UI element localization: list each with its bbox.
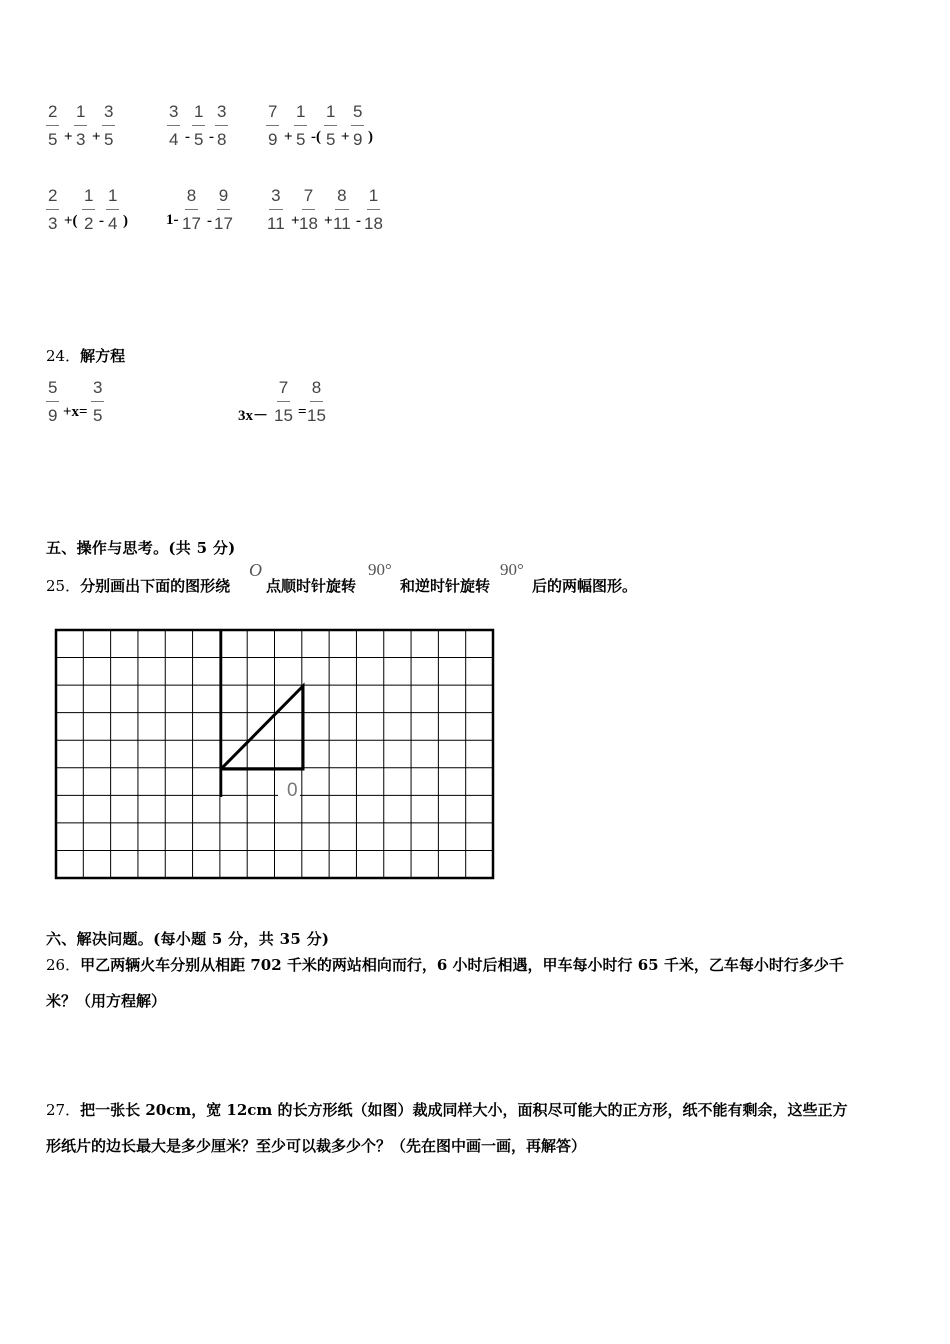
question-25: 25．分别画出下面的图形绕: [46, 577, 231, 595]
operator: +: [324, 213, 333, 229]
fraction: $\frac{1}{18}$: [364, 186, 383, 233]
angle-label-2: 90°: [500, 560, 524, 579]
fraction: $\frac{1}{3}$: [76, 102, 86, 149]
fraction: $\frac{2}{5}$: [48, 102, 58, 149]
operator: -: [207, 213, 212, 229]
fraction: $\frac{3}{11}$: [267, 186, 285, 233]
operator: +: [284, 129, 293, 145]
operator: -: [99, 213, 104, 229]
operator: -: [209, 129, 214, 145]
question-25-text-b: 点顺时针旋转: [266, 577, 357, 595]
fraction: $\frac{1}{5}$: [194, 102, 204, 149]
equation-lead: 3x－: [238, 408, 269, 424]
fraction: $\frac{3}{4}$: [169, 102, 179, 149]
fraction: $\frac{8}{11}$: [333, 186, 351, 233]
fraction: $\frac{8}{15}$: [307, 378, 326, 425]
operator: +: [291, 213, 300, 229]
operator: 1-: [166, 212, 179, 228]
fraction: $\frac{7}{9}$: [268, 102, 278, 149]
operator: +: [341, 129, 350, 145]
fraction: $\frac{3}{5}$: [104, 102, 114, 149]
operator: +(: [64, 213, 78, 229]
operator: -(: [311, 129, 321, 145]
fraction: $\frac{7}{18}$: [299, 186, 318, 233]
fraction: $\frac{5}{9}$: [48, 378, 58, 425]
fraction: $\frac{3}{8}$: [217, 102, 227, 149]
fraction: $\frac{9}{17}$: [214, 186, 233, 233]
fraction: $\frac{8}{17}$: [182, 186, 201, 233]
fraction: $\frac{2}{3}$: [48, 186, 58, 233]
question-24-heading: 24．解方程: [46, 347, 126, 365]
point-o-grid-label: 0: [287, 780, 298, 801]
equation-operator: +x=: [63, 404, 88, 420]
fraction: $\frac{7}{15}$: [274, 378, 293, 425]
question-25-text-d: 后的两幅图形。: [532, 577, 638, 595]
triangle-shape: [221, 686, 303, 769]
equation-operator: =: [298, 404, 307, 420]
operator: ): [368, 129, 373, 145]
angle-label-1: 90°: [368, 560, 392, 579]
operator: +: [64, 129, 73, 145]
operator: ): [123, 213, 128, 229]
operator: -: [356, 213, 361, 229]
fraction: $\frac{5}{9}$: [353, 102, 363, 149]
question-27-line-1: 27．把一张长 20cm，宽 12cm 的长方形纸（如图）裁成同样大小，面积尽可能大的正方形，纸不能有剩余，这些正方: [46, 1101, 848, 1119]
question-25-text-c: 和逆时针旋转: [400, 577, 491, 595]
fraction: $\frac{1}{5}$: [296, 102, 306, 149]
fraction: $\frac{1}{2}$: [84, 186, 94, 233]
fraction: $\frac{3}{5}$: [93, 378, 103, 425]
fraction: $\frac{1}{5}$: [326, 102, 336, 149]
point-o-label: O: [249, 560, 262, 580]
section-6-title: 六、解决问题。(每小题 5 分，共 35 分): [46, 930, 330, 948]
grid-lines: [56, 630, 493, 878]
operator: -: [185, 129, 190, 145]
fraction: $\frac{1}{4}$: [108, 186, 118, 233]
question-27-line-2: 形纸片的边长最大是多少厘米？至少可以裁多少个？（先在图中画一画，再解答）: [46, 1137, 587, 1155]
section-5-title: 五、操作与思考。(共 5 分): [46, 539, 236, 557]
question-26-line-2: 米？（用方程解）: [46, 992, 167, 1010]
operator: +: [92, 129, 101, 145]
question-26-line-1: 26．甲乙两辆火车分别从相距 702 千米的两站相向而行，6 小时后相遇，甲车每小时行 65 千米，乙车每小时行多少千: [46, 956, 844, 974]
